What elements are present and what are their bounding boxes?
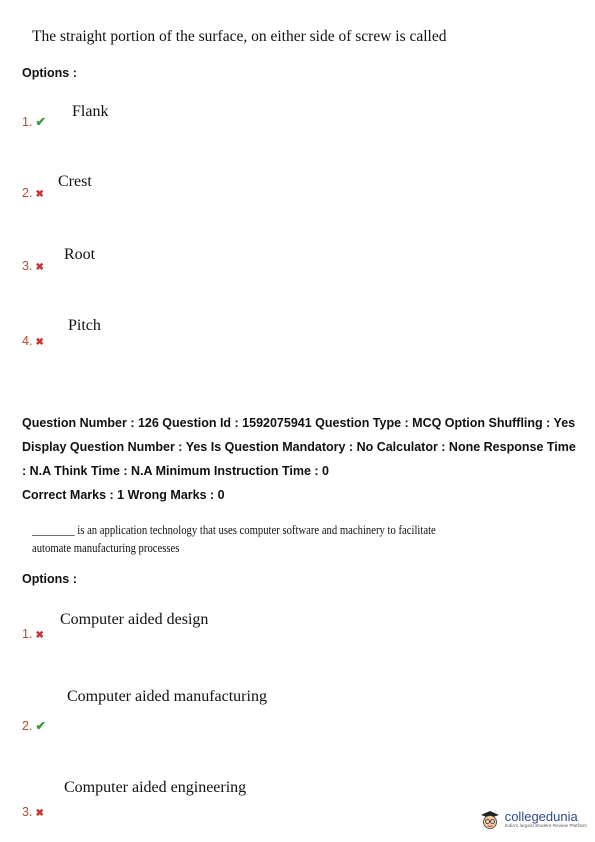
meta-line: Question Number : 126 Question Id : 1592075941 Question Type : MCQ Option Shuffling : Yes	[22, 416, 576, 430]
q2-option-3-text: Computer aided engineering	[64, 779, 247, 796]
option-number: 1.	[22, 115, 33, 129]
logo-title: collegedunia	[504, 809, 578, 824]
question-1-options-label: Options :	[22, 66, 77, 80]
q1-option-4-text: Pitch	[68, 317, 101, 334]
logo-subtitle: India's largest Student Review Platform	[504, 823, 587, 828]
question-2-text-line1: ________ is an application technology that uses computer software and machinery to facilitate	[32, 522, 436, 537]
q2-option-1-number	[22, 627, 44, 641]
q2-option-1-text: Computer aided design	[60, 611, 209, 628]
question-2-text-line2: automate manufacturing processes	[32, 540, 180, 555]
option-number: 4.	[22, 334, 33, 348]
option-number: 3.	[22, 805, 33, 819]
q2-option-3-number	[22, 805, 44, 819]
check-icon: ✔	[35, 115, 46, 129]
option-number: 2.	[22, 719, 33, 733]
check-icon: ✔	[35, 719, 46, 733]
meta-line: Display Question Number : Yes Is Question Mandatory : No Calculator : None Response Time	[22, 440, 576, 454]
q1-option-2-text: Crest	[58, 173, 92, 190]
option-number: 1.	[22, 627, 33, 641]
q2-option-2-text: Computer aided manufacturing	[67, 688, 267, 705]
cross-icon: ✖	[35, 189, 44, 200]
meta-line: Correct Marks : 1 Wrong Marks : 0	[22, 488, 225, 502]
option-number: 3.	[22, 259, 33, 273]
q1-option-2-number	[22, 186, 44, 200]
mascot-icon	[479, 808, 501, 830]
meta-line: : N.A Think Time : N.A Minimum Instruction Time : 0	[22, 464, 329, 478]
q1-option-4-number	[22, 334, 44, 348]
question-2-options-label: Options :	[22, 572, 77, 586]
cross-icon: ✖	[35, 808, 44, 819]
q2-option-2-number	[22, 718, 46, 733]
logo-text	[505, 810, 587, 828]
cross-icon: ✖	[35, 262, 44, 273]
collegedunia-logo	[479, 808, 587, 830]
q1-option-1-text: Flank	[72, 103, 109, 120]
question-1-text: The straight portion of the surface, on either side of screw is called	[32, 28, 447, 45]
cross-icon: ✖	[35, 630, 44, 641]
q1-option-3-number	[22, 259, 44, 273]
question-2-meta	[22, 411, 576, 507]
option-number: 2.	[22, 186, 33, 200]
q1-option-1-number	[22, 114, 46, 129]
q1-option-3-text: Root	[64, 246, 96, 263]
cross-icon: ✖	[35, 337, 44, 348]
